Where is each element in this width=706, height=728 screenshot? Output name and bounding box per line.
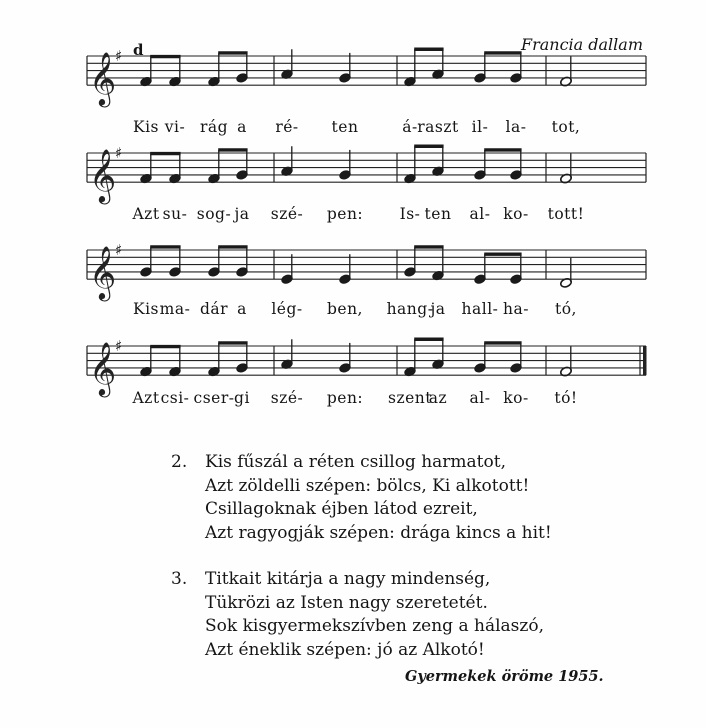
lyric-syllable: lég- bbox=[271, 300, 303, 318]
verse-line: Azt zöldelli szépen: bölcs, Ki alkotott! bbox=[205, 475, 530, 496]
verse-line: Azt ragyogják szépen: drága kincs a hit! bbox=[205, 522, 552, 543]
treble-clef-icon: 𝄞 bbox=[89, 148, 117, 203]
verse-2 bbox=[171, 451, 552, 545]
lyric-syllable: al- bbox=[469, 389, 491, 407]
lyric-syllable: csi- bbox=[160, 389, 190, 407]
verse-line: Titkait kitárja a nagy mindenség, bbox=[205, 569, 491, 589]
lyric-syllable: a bbox=[237, 300, 247, 318]
lyric-syllable: la- bbox=[505, 118, 527, 136]
lyric-syllable: szé- bbox=[270, 205, 304, 223]
lyric-syllable: ma- bbox=[159, 300, 191, 318]
verse-number: 3. bbox=[171, 569, 188, 589]
lyric-syllable: ten bbox=[331, 118, 359, 136]
lyric-syllable: sog- bbox=[196, 205, 232, 223]
final-thick-barline bbox=[643, 346, 647, 375]
lyric-syllable: ben, bbox=[326, 300, 364, 318]
lyric-syllable: tó, bbox=[555, 300, 577, 318]
lyric-syllable: pen: bbox=[326, 205, 364, 223]
lyric-syllable: tott! bbox=[547, 205, 585, 223]
lyric-syllable: cser- bbox=[193, 389, 235, 407]
lyric-syllable: pen: bbox=[326, 389, 364, 407]
lyric-syllable: ja bbox=[234, 205, 250, 223]
lyric-syllable: ko- bbox=[503, 389, 529, 407]
lyric-syllable: ha- bbox=[503, 300, 529, 318]
lyric-syllable: a bbox=[237, 118, 247, 136]
treble-clef-icon: 𝄞 bbox=[89, 341, 117, 396]
lyric-syllable: rág bbox=[199, 118, 229, 136]
lyric-syllable: Azt bbox=[132, 205, 160, 223]
lyric-syllable: Kis bbox=[133, 118, 159, 136]
key-signature-sharp-icon: ♯ bbox=[115, 144, 123, 162]
lyric-syllable: á- bbox=[402, 118, 418, 136]
source-credit: Gyermekek öröme 1955. bbox=[405, 668, 604, 685]
lyric-syllable: Azt bbox=[132, 389, 160, 407]
staff-system bbox=[87, 144, 646, 204]
lyric-syllable: ré- bbox=[275, 118, 299, 136]
verse-3 bbox=[171, 568, 544, 662]
staff-system bbox=[87, 241, 646, 301]
lyric-syllable: szé- bbox=[270, 389, 304, 407]
lyric-syllable: su- bbox=[162, 205, 188, 223]
verse-line: Csillagoknak éjben látod ezreit, bbox=[205, 499, 478, 520]
lyric-syllable: ko- bbox=[503, 205, 529, 223]
lyric-syllable: Kis bbox=[133, 300, 159, 318]
key-signature-sharp-icon: ♯ bbox=[115, 47, 123, 65]
lyric-syllable: il- bbox=[471, 118, 489, 136]
lyric-syllable: hang- bbox=[386, 300, 434, 318]
treble-clef-icon: 𝄞 bbox=[89, 245, 117, 300]
verse-line: Tükrözi az Isten nagy szeretetét. bbox=[205, 592, 488, 613]
melody-source: Francia dallam bbox=[520, 35, 643, 54]
lyric-syllable: vi- bbox=[164, 118, 186, 136]
lyric-syllable: tot, bbox=[551, 118, 581, 136]
lyric-syllable: dár bbox=[199, 300, 229, 318]
verse-number: 2. bbox=[171, 452, 188, 472]
verse-line: Sok kisgyermekszívben zeng a hálaszó, bbox=[205, 616, 544, 637]
lyric-syllable: raszt bbox=[417, 118, 459, 136]
tempo-mark: d bbox=[133, 41, 144, 59]
lyric-syllable: Is- bbox=[399, 205, 421, 223]
lyric-syllable: hall- bbox=[461, 300, 499, 318]
lyric-syllable: szent bbox=[387, 389, 433, 407]
verse-line: Azt éneklik szépen: jó az Alkotó! bbox=[205, 639, 485, 660]
lyric-syllable: az bbox=[428, 389, 448, 407]
key-signature-sharp-icon: ♯ bbox=[115, 241, 123, 259]
treble-clef-icon: 𝄞 bbox=[89, 51, 117, 106]
lyric-syllable: tó! bbox=[554, 389, 578, 407]
lyric-syllable: ja bbox=[430, 300, 446, 318]
lyric-syllable: gi bbox=[234, 389, 250, 407]
staff-system bbox=[87, 47, 646, 107]
lyric-syllable: ten bbox=[424, 205, 452, 223]
lyric-syllable: al- bbox=[469, 205, 491, 223]
verse-line: Kis fűszál a réten csillog harmatot, bbox=[205, 452, 506, 472]
key-signature-sharp-icon: ♯ bbox=[115, 337, 123, 355]
